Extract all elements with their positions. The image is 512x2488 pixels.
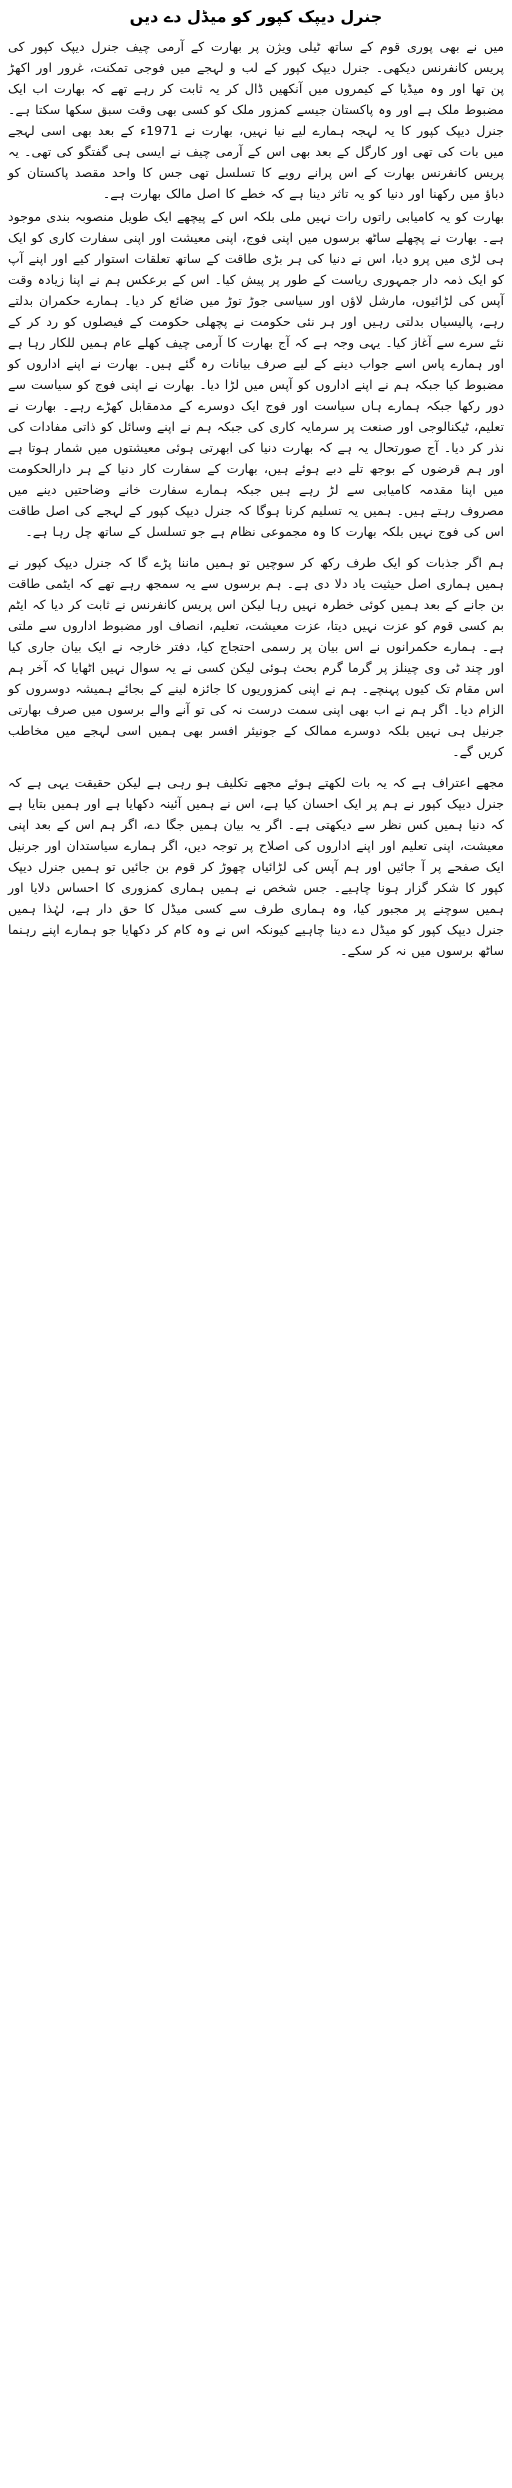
paragraph-3: ہم اگر جذبات کو ایک طرف رکھ کر سوچیں تو ہمیں ماننا پڑے گا کہ جنرل دیپک کپور نے ہمیں ہماری اصل حیثیت یاد دلا دی ہے۔ ہم برسوں سے یہ سمجھ رہے تھے کہ ایٹمی طاقت بن جانے کے بعد ہمیں کوئی خطرہ نہیں رہا لیکن اس پریس کانفرنس نے ثابت کر دیا کہ ایٹم بم کسی قوم کو عزت نہیں دیتا، عزت معیشت، تعلیم، انصاف اور مضبوط اداروں سے ملتی ہے۔ ہمارے حکمرانوں نے اس بیان پر رسمی احتجاج کیا، دفتر خارجہ نے ایک بیان جاری کیا اور چند ٹی وی چینلز پر گرما گرم بحث ہوئی لیکن کسی نے یہ سوال نہیں اٹھایا کہ آخر ہم اس مقام تک کیوں پہنچے۔ ہم نے اپنی کمزوریوں کا جائزہ لینے کے بجائے ہمیشہ دوسروں کو الزام دیا۔ اگر ہم نے اب بھی اپنی سمت درست نہ کی تو آنے والے برسوں میں صرف بھارتی جرنیل ہی نہیں بلکہ دوسرے ممالک کے جونیئر افسر بھی ہمیں اسی لہجے میں مخاطب کریں گے۔	[8, 555, 504, 759]
paragraph-4: مجھے اعتراف ہے کہ یہ بات لکھتے ہوئے مجھے تکلیف ہو رہی ہے لیکن حقیقت یہی ہے کہ جنرل دیپک کپور نے ہم پر ایک احسان کیا ہے، اس نے ہمیں آئینہ دکھایا ہے اور ہمیں بتایا ہے کہ دنیا ہمیں کس نظر سے دیکھتی ہے۔ اگر یہ بیان ہمیں جگا دے، اگر ہم اس کے بعد اپنی معیشت، اپنی تعلیم اور اپنے اداروں کی اصلاح پر توجہ دیں، اگر ہمارے سیاستدان اور جرنیل ایک صفحے پر آ جائیں اور ہم آپس کی لڑائیاں چھوڑ کر قوم بن جائیں تو ہمیں جنرل دیپک کپور کا شکر گزار ہونا چاہیے۔ جس شخص نے ہمیں ہماری کمزوری کا احساس دلایا اور ہمیں سوچنے پر مجبور کیا، وہ ہماری طرف سے کسی میڈل کا حق دار ہے، لہٰذا ہمیں جنرل دیپک کپور کو میڈل دے دینا چاہیے کیونکہ اس نے وہ کام کر دکھایا جو ہمارے اپنے رہنما ساٹھ برسوں میں نہ کر سکے۔	[8, 775, 504, 958]
paragraph-1: میں نے بھی پوری قوم کے ساتھ ٹیلی ویژن پر بھارت کے آرمی چیف جنرل دیپک کپور کی پریس کانفرنس دیکھی۔ جنرل دیپک کپور کے لب و لہجے میں فوجی تمکنت، غرور اور اکھڑ پن تھا اور وہ میڈیا کے کیمروں میں آنکھیں ڈال کر یہ ثابت کر رہے تھے کہ بھارت اب ایک مضبوط ملک ہے اور وہ پاکستان جیسے کمزور ملک کو کسی بھی وقت سبق سکھا سکتا ہے۔ جنرل دیپک کپور کا یہ لہجہ ہمارے لیے نیا نہیں، بھارت نے 1971ء کے بعد بھی اسی لہجے میں بات کی تھی اور کارگل کے بعد بھی اس کے آرمی چیف نے ایسی ہی گفتگو کی تھی۔ یہ پریس کانفرنس بھارت کے اس پرانے رویے کا تسلسل تھی جس کا واحد مقصد پاکستان کو دباؤ میں رکھنا اور دنیا کو یہ تاثر دینا ہے کہ خطے کا اصل مالک بھارت ہے۔	[8, 39, 504, 201]
column-title: جنرل دیپک کپور کو میڈل دے دیں	[129, 7, 383, 26]
paragraph-2: بھارت کو یہ کامیابی راتوں رات نہیں ملی بلکہ اس کے پیچھے ایک طویل منصوبہ بندی موجود ہے۔ بھارت نے پچھلے ساٹھ برسوں میں اپنی فوج، اپنی معیشت اور اپنی سفارت کاری کو ایک ہی لڑی میں پرو دیا، اس نے دنیا کی ہر بڑی طاقت کے ساتھ تعلقات استوار کیے اور اپنے آپ کو ایک ذمہ دار جمہوری ریاست کے طور پر پیش کیا۔ اس کے برعکس ہم نے اپنا زیادہ وقت آپس کی لڑائیوں، مارشل لاؤں اور سیاسی جوڑ توڑ میں ضائع کر دیا۔ ہمارے حکمران بدلتے رہے، پالیسیاں بدلتی رہیں اور ہر نئی حکومت نے پچھلی حکومت کے فیصلوں کو رد کر کے نئے سرے سے آغاز کیا۔ یہی وجہ ہے کہ آج بھارت کا آرمی چیف کھلے عام ہمیں للکار رہا ہے اور ہمارے پاس اسے جواب دینے کے لیے صرف بیانات رہ گئے ہیں۔ بھارت نے اپنے اداروں کو مضبوط کیا جبکہ ہم نے اپنے اداروں کو آپس میں لڑا دیا۔ بھارت نے اپنی فوج کو سیاست سے دور رکھا جبکہ ہمارے ہاں سیاست اور فوج ایک دوسرے کے مدمقابل کھڑے رہے۔ بھارت نے تعلیم، ٹیکنالوجی اور صنعت پر سرمایہ کاری کی جبکہ ہم نے اپنے وسائل کو ذاتی مفادات کی نذر کر دیا۔ آج صورتحال یہ ہے کہ بھارت دنیا کی ابھرتی ہوئی معیشتوں میں شمار ہوتا ہے اور ہم قرضوں کے بوجھ تلے دبے ہوئے ہیں، بھارت کے سفارت کار دنیا کے ہر دارالحکومت میں اپنا مقدمہ کامیابی سے لڑ رہے ہیں جبکہ ہمارے سفارت خانے وضاحتیں دینے میں مصروف رہتے ہیں۔ ہمیں یہ تسلیم کرنا ہوگا کہ جنرل دیپک کپور کے لہجے کی اصل طاقت اس کی فوج نہیں بلکہ بھارت کا وہ مجموعی نظام ہے جو تسلسل کے ساتھ چل رہا ہے۔	[8, 209, 504, 539]
